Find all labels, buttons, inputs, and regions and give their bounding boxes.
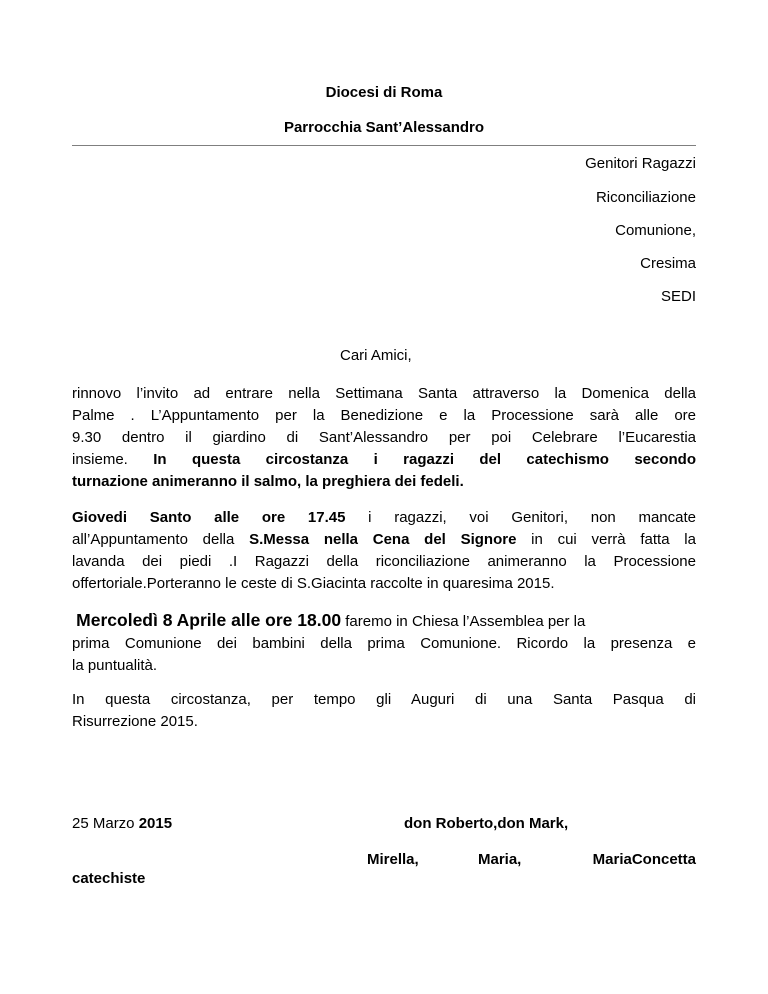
bold-text: In questa circostanza i ragazzi del catechismo secondo xyxy=(153,451,697,468)
paragraph-line xyxy=(72,507,696,529)
recipient-line: SEDI xyxy=(660,288,696,305)
date-text: 25 Marzo xyxy=(72,815,135,832)
paragraph-line: In questa circostanza, per tempo gli Auguri di una Santa Pasqua di xyxy=(72,691,696,708)
paragraph-line xyxy=(72,449,696,471)
paragraph-line: la puntualità. xyxy=(72,657,158,674)
paragraph-line xyxy=(72,529,696,551)
signature-role: catechiste xyxy=(72,870,146,887)
recipient-line: Cresima xyxy=(640,255,696,272)
paragraph-holy-thursday xyxy=(72,507,696,595)
signature-name: Maria, xyxy=(478,851,522,868)
bold-text: Giovedi Santo alle ore 17.45 xyxy=(72,509,346,526)
paragraph-palm-sunday xyxy=(72,383,696,493)
bold-text: Mercoledì 8 Aprile alle ore 18.00 xyxy=(76,610,342,630)
paragraph-line: lavanda dei piedi .I Ragazzi della riconciliazione animeranno la Processione xyxy=(72,553,696,570)
diocese-heading: Diocesi di Roma xyxy=(325,84,443,101)
paragraph-easter-wishes xyxy=(72,689,696,733)
signature-name: Mirella, xyxy=(367,851,419,868)
paragraph-line xyxy=(72,609,696,633)
paragraph-line xyxy=(72,471,696,493)
paragraph-text: all’Appuntamento della xyxy=(72,531,235,548)
signature-priests: don Roberto,don Mark, xyxy=(404,815,569,832)
paragraph-text: faremo in Chiesa l’Assemblea per la xyxy=(345,613,586,630)
paragraph-assembly xyxy=(72,609,696,677)
signature-name: MariaConcetta xyxy=(592,851,696,868)
paragraph-line: 9.30 dentro il giardino di Sant’Alessandro per poi Celebrare l’Eucarestia xyxy=(72,429,696,446)
greeting: Cari Amici, xyxy=(340,347,412,364)
paragraph-line: offertoriale.Porteranno le ceste di S.Giacinta raccolte in quaresima 2015. xyxy=(72,575,555,592)
paragraph-line: rinnovo l’invito ad entrare nella Settimana Santa attraverso la Domenica della xyxy=(72,385,696,402)
paragraph-line: Palme . L’Appuntamento per la Benedizione e la Processione sarà alle ore xyxy=(72,407,696,424)
recipient-line: Comunione, xyxy=(615,222,696,239)
recipient-line: Riconciliazione xyxy=(595,189,696,206)
paragraph-text: in cui verrà fatta la xyxy=(531,531,696,548)
letter-date xyxy=(72,815,172,833)
bold-text: S.Messa nella Cena del Signore xyxy=(249,531,517,548)
paragraph-line: prima Comunione dei bambini della prima Comunione. Ricordo la presenza e xyxy=(72,635,696,652)
paragraph-text: insieme. xyxy=(72,451,128,468)
paragraph-text: i ragazzi, voi Genitori, non mancate xyxy=(368,509,696,526)
paragraph-line: Risurrezione 2015. xyxy=(72,713,198,730)
date-year: 2015 xyxy=(138,815,173,832)
recipient-line: Genitori Ragazzi xyxy=(585,155,696,172)
header-divider xyxy=(72,145,696,146)
parish-heading: Parrocchia Sant’Alessandro xyxy=(283,119,485,136)
bold-text: turnazione animeranno il salmo, la preghiera dei fedeli. xyxy=(72,473,464,490)
